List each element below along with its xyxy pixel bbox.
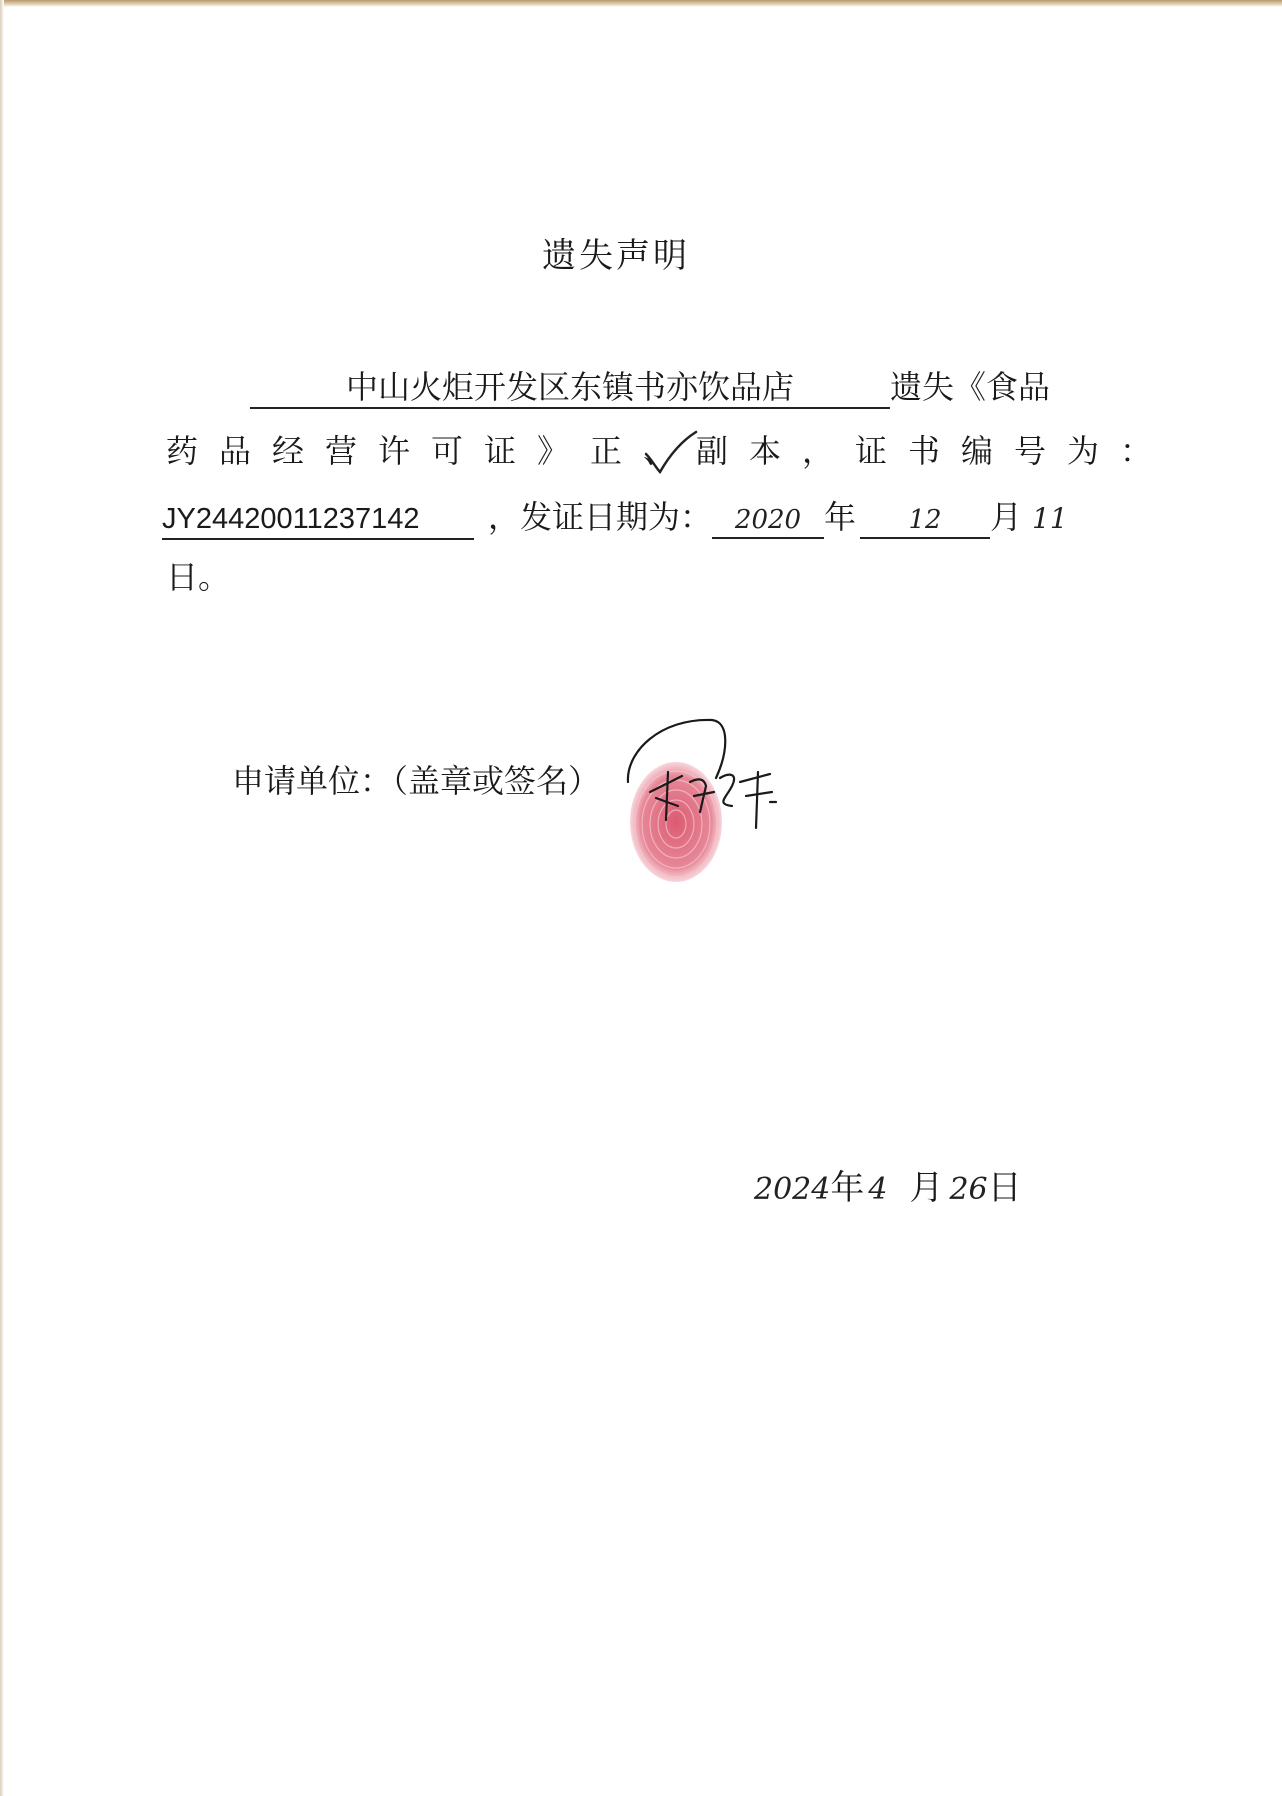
applicant-label: 申请单位：（盖章或签名） bbox=[232, 762, 601, 800]
date-month-unit: 月 bbox=[909, 1168, 944, 1208]
issue-month: 12 bbox=[908, 505, 942, 535]
store-name: 中山火炬开发区东镇书亦饮品店 bbox=[345, 368, 794, 406]
issue-year-blank bbox=[712, 506, 824, 539]
line1-after-text: 遗失《食品 bbox=[890, 368, 1051, 406]
statement-line-4 bbox=[166, 552, 230, 598]
issue-month-unit: 月 bbox=[990, 498, 1023, 536]
check-mark-icon bbox=[640, 428, 700, 478]
issue-year: 2020 bbox=[734, 505, 802, 535]
line2-text: 药品经营许可证》正、副本，证书编号为： bbox=[166, 432, 1174, 470]
declaration-date bbox=[754, 1160, 1022, 1209]
statement-line-1 bbox=[250, 362, 1050, 409]
date-year: 2024 bbox=[754, 1172, 831, 1207]
handwritten-signature bbox=[620, 712, 800, 842]
date-month: 4 bbox=[868, 1172, 888, 1207]
certificate-number: JY24420011237142 bbox=[162, 503, 420, 535]
date-day-unit: 日 bbox=[987, 1168, 1022, 1208]
document-title: 遗失声明 bbox=[542, 236, 690, 276]
issue-month-blank bbox=[860, 506, 990, 539]
date-year-unit: 年 bbox=[830, 1168, 865, 1208]
issue-date-label: ，发证日期为： bbox=[488, 498, 713, 536]
date-day: 26 bbox=[949, 1172, 988, 1207]
store-name-blank bbox=[250, 370, 890, 409]
statement-line-3 bbox=[162, 492, 1068, 540]
line4-text: 日。 bbox=[166, 558, 231, 596]
issue-year-unit: 年 bbox=[824, 498, 857, 536]
issue-day: 11 bbox=[1032, 502, 1068, 535]
paper-top-edge bbox=[0, 0, 1282, 7]
certificate-number-blank bbox=[162, 504, 474, 540]
